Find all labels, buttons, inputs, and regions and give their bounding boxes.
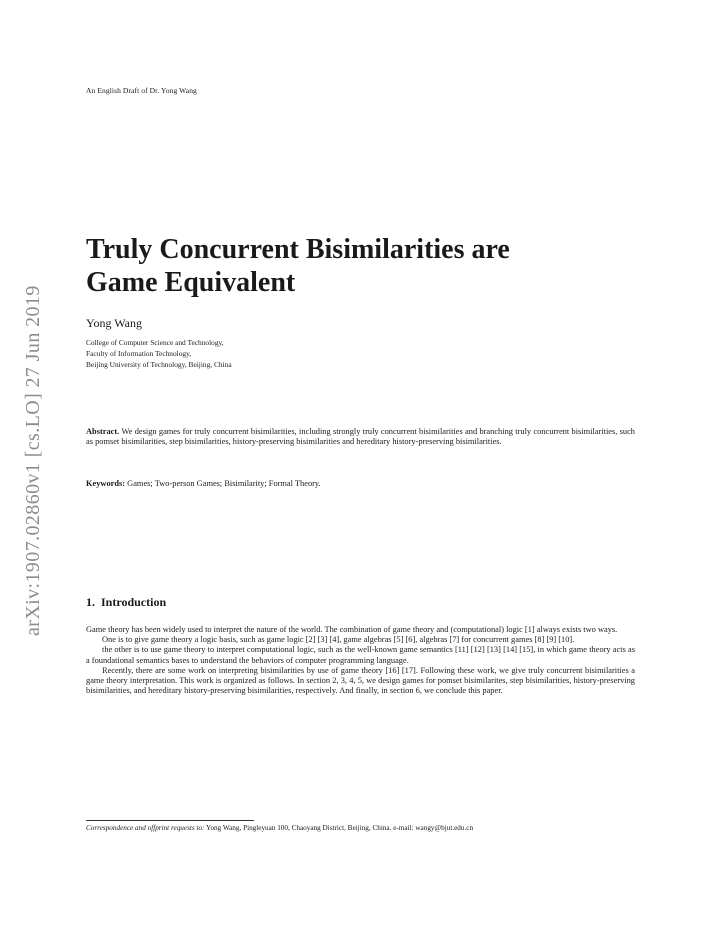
- title-line: Game Equivalent: [86, 267, 296, 298]
- affiliation: [86, 337, 232, 370]
- section-heading: [86, 595, 166, 610]
- affiliation-line: Faculty of Information Technology,: [86, 349, 192, 358]
- footnote-text: Yong Wang, Pingleyuan 100, Chaoyang District, Beijing, China. e-mail: wangy@bjut.edu.cn: [205, 824, 474, 832]
- keywords-label: Keywords:: [86, 479, 126, 488]
- title-line: Truly Concurrent Bisimilarities are: [86, 234, 510, 265]
- paragraph: Recently, there are some work on interpreting bisimilarities by use of game theory [16] [17]. Following these work, we give truly concurrent bisimilarities a game theory interpretation. This work is organized as follows. In section 2, 3, 4, 5, we design games for pomset bisimilarites, step bisimilarities, history-preserving bisimilarities, and hereditary history-preserving bisimilarities, respectively. And finally, in section 6, we conclude this paper.: [86, 665, 635, 696]
- footnote-rule: [86, 820, 254, 821]
- paragraph: One is to give game theory a logic basis, such as game logic [2] [3] [4], game algebras [5] [6], algebras [7] for concurrent games [8] [9] [10].: [102, 635, 575, 645]
- arxiv-identifier: arXiv:1907.02860v1 [cs.LO] 27 Jun 2019: [22, 285, 44, 636]
- section-number: 1.: [86, 595, 95, 609]
- introduction-body: [86, 625, 635, 696]
- paragraph: the other is to use game theory to interpret computational logic, such as the well-known game semantics [11] [12] [13] [14] [15], in which game theory acts as a foundational semantics bases to understand the behaviors of computer programming language.: [86, 645, 635, 665]
- running-head: An English Draft of Dr. Yong Wang: [86, 86, 197, 95]
- footnote: [86, 824, 635, 834]
- paper-title: [86, 233, 646, 299]
- abstract-text: We design games for truly concurrent bisimilarities, including strongly truly concurrent bisimilarities and branching truly concurrent bisimilarities, such as pomset bisimilarities, step bisimilarities, history-preserving bisimilarities and hereditary history-preserving bisimilarities.: [86, 427, 635, 447]
- section-title: Introduction: [101, 595, 167, 609]
- affiliation-line: Beijing University of Technology, Beijing, China: [86, 360, 232, 369]
- keywords-text: Games; Two-person Games; Bisimilarity; Formal Theory.: [127, 479, 321, 488]
- abstract-label: Abstract.: [86, 427, 120, 436]
- abstract: [86, 427, 635, 447]
- paragraph: Game theory has been widely used to interpret the nature of the world. The combination of game theory and (computational) logic [1] always exists two ways.: [86, 625, 618, 634]
- keywords: [86, 479, 635, 488]
- footnote-label: Correspondence and offprint requests to:: [86, 824, 205, 832]
- affiliation-line: College of Computer Science and Technology,: [86, 338, 224, 347]
- author-name: Yong Wang: [86, 316, 142, 330]
